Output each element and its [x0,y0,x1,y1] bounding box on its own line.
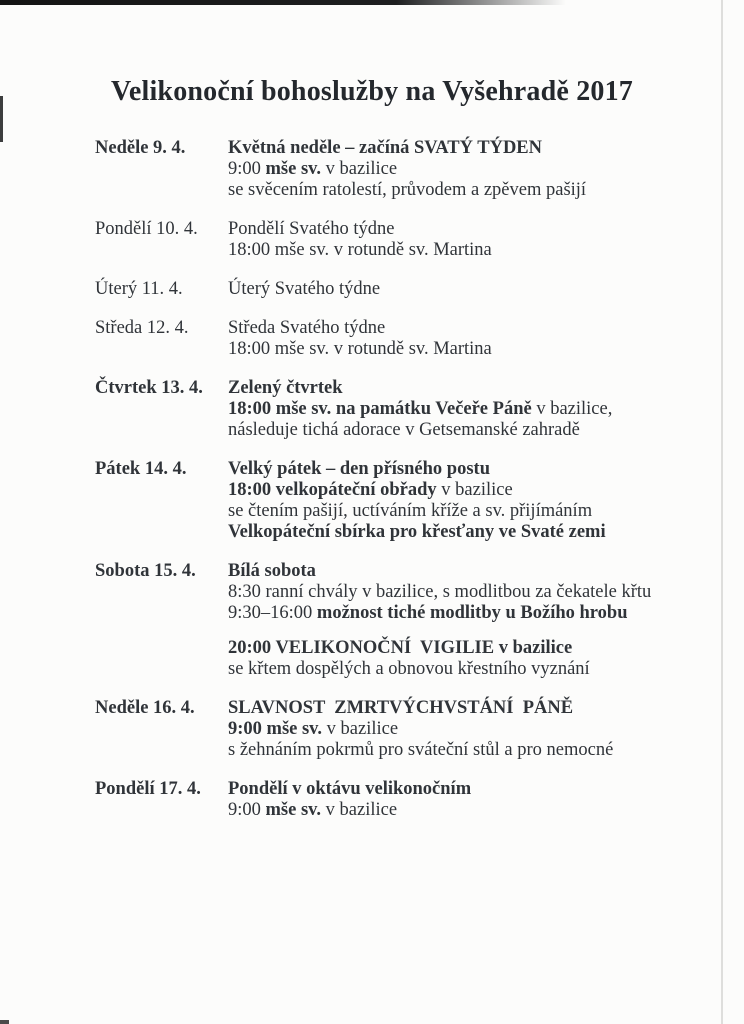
text-segment: 9:00 [228,159,266,179]
text-segment: 18:00 mše sv. v rotundě sv. Martina [228,240,492,260]
text-segment: Středa Svatého týdne [228,318,386,338]
schedule-entry [95,459,714,543]
entry-line [228,501,714,522]
entry-details [228,378,714,441]
text-segment: mše sv. [265,159,322,179]
entry-line [228,779,714,800]
entry-line [228,420,714,441]
entry-details [228,138,714,201]
text-segment: Bílá sobota [228,561,316,581]
text-segment: mše sv. [265,800,322,820]
entry-line [228,339,714,360]
text-segment: 18:00 mše sv. na památku Večeře Páně [228,399,532,419]
entry-date: Pondělí 10. 4. [95,219,198,239]
entry-date: Úterý 11. 4. [95,279,183,299]
entry-line [228,240,714,261]
text-segment: Velkopáteční sbírka pro křesťany ve Svaté zemi [228,522,606,542]
entry-details [228,279,714,300]
entry-line [228,800,714,821]
entry-details [228,779,714,821]
entry-details [228,219,714,261]
text-segment: s žehnáním pokrmů pro sváteční stůl a pro nemocné [228,740,614,760]
schedule-entry [95,318,714,360]
entry-line [228,522,714,543]
text-segment: 8:30 ranní chvály v bazilice, s modlitbou za čekatele křtu [228,582,652,602]
text-segment: 9:30–16:00 [228,603,317,623]
entry-line [228,159,714,180]
entry-details [228,698,714,761]
text-segment: Pondělí v oktávu velikonočním [228,779,472,799]
text-segment: 9:00 [228,800,266,820]
text-segment: v bazilice [321,800,398,820]
schedule-entry [95,779,714,821]
entry-date: Pondělí 17. 4. [95,779,201,799]
schedule-entry [95,219,714,261]
entry-date: Čtvrtek 13. 4. [95,378,203,398]
text-segment: Úterý Svatého týdne [228,279,381,299]
entry-line [228,378,714,399]
entry-line [228,582,714,603]
entry-line [228,318,714,339]
text-segment: Zelený čtvrtek [228,378,343,398]
entry-line [228,138,714,159]
entry-line [228,480,714,501]
entry-line [228,638,714,659]
schedule-entry [95,698,714,761]
text-segment: 9:00 mše sv. [228,719,323,739]
entry-date: Sobota 15. 4. [95,561,196,581]
entry-line [228,219,714,240]
entry-date: Pátek 14. 4. [95,459,187,479]
text-segment: v bazilice, [531,399,613,419]
entry-line [228,399,714,420]
text-segment: 18:00 velkopáteční obřady [228,480,437,500]
text-segment: 18:00 mše sv. v rotundě sv. Martina [228,339,492,359]
entry-details [228,318,714,360]
text-segment: se křtem dospělých a obnovou křestního vyznání [228,659,590,679]
text-segment: Květná neděle – začíná SVATÝ TÝDEN [228,138,543,158]
text-segment: se čtením pašijí, uctíváním kříže a sv. přijímáním [228,501,593,521]
entry-line [228,561,714,582]
entry-date: Středa 12. 4. [95,318,189,338]
scan-artifact-right-line [721,0,723,1024]
text-segment: následuje tichá adorace v Getsemanské zahradě [228,420,580,440]
text-segment: Pondělí Svatého týdne [228,219,395,239]
entry-line [228,719,714,740]
entry-details [228,561,714,680]
entry-date: Neděle 16. 4. [95,698,195,718]
schedule-list [0,138,744,821]
page-title: Velikonoční bohoslužby na Vyšehradě 2017 [111,76,633,107]
entry-line [228,740,714,761]
text-segment: SLAVNOST ZMRTVÝCHVSTÁNÍ PÁNĚ [228,698,574,718]
text-segment: v bazilice [436,480,513,500]
entry-line [228,180,714,201]
text-segment: v bazilice [322,719,399,739]
text-segment: Velký pátek – den přísného postu [228,459,490,479]
text-segment: 20:00 VELIKONOČNÍ VIGILIE v bazilice [228,638,573,658]
text-segment: se svěcením ratolestí, průvodem a zpěvem pašijí [228,180,587,200]
schedule-entry [95,279,714,300]
schedule-entry [95,378,714,441]
schedule-entry [95,561,714,680]
entry-line [228,459,714,480]
entry-date: Neděle 9. 4. [95,138,186,158]
text-segment: v bazilice [321,159,398,179]
scan-artifact-corner-mark [0,1020,9,1024]
schedule-entry [95,138,714,201]
scan-artifact-top-edge [0,0,566,5]
scan-artifact-left-mark [0,96,3,142]
text-segment: možnost tiché modlitby u Božího hrobu [316,603,628,623]
entry-details [228,459,714,543]
entry-line [228,279,714,300]
entry-line [228,603,714,624]
entry-line [228,659,714,680]
entry-line [228,698,714,719]
